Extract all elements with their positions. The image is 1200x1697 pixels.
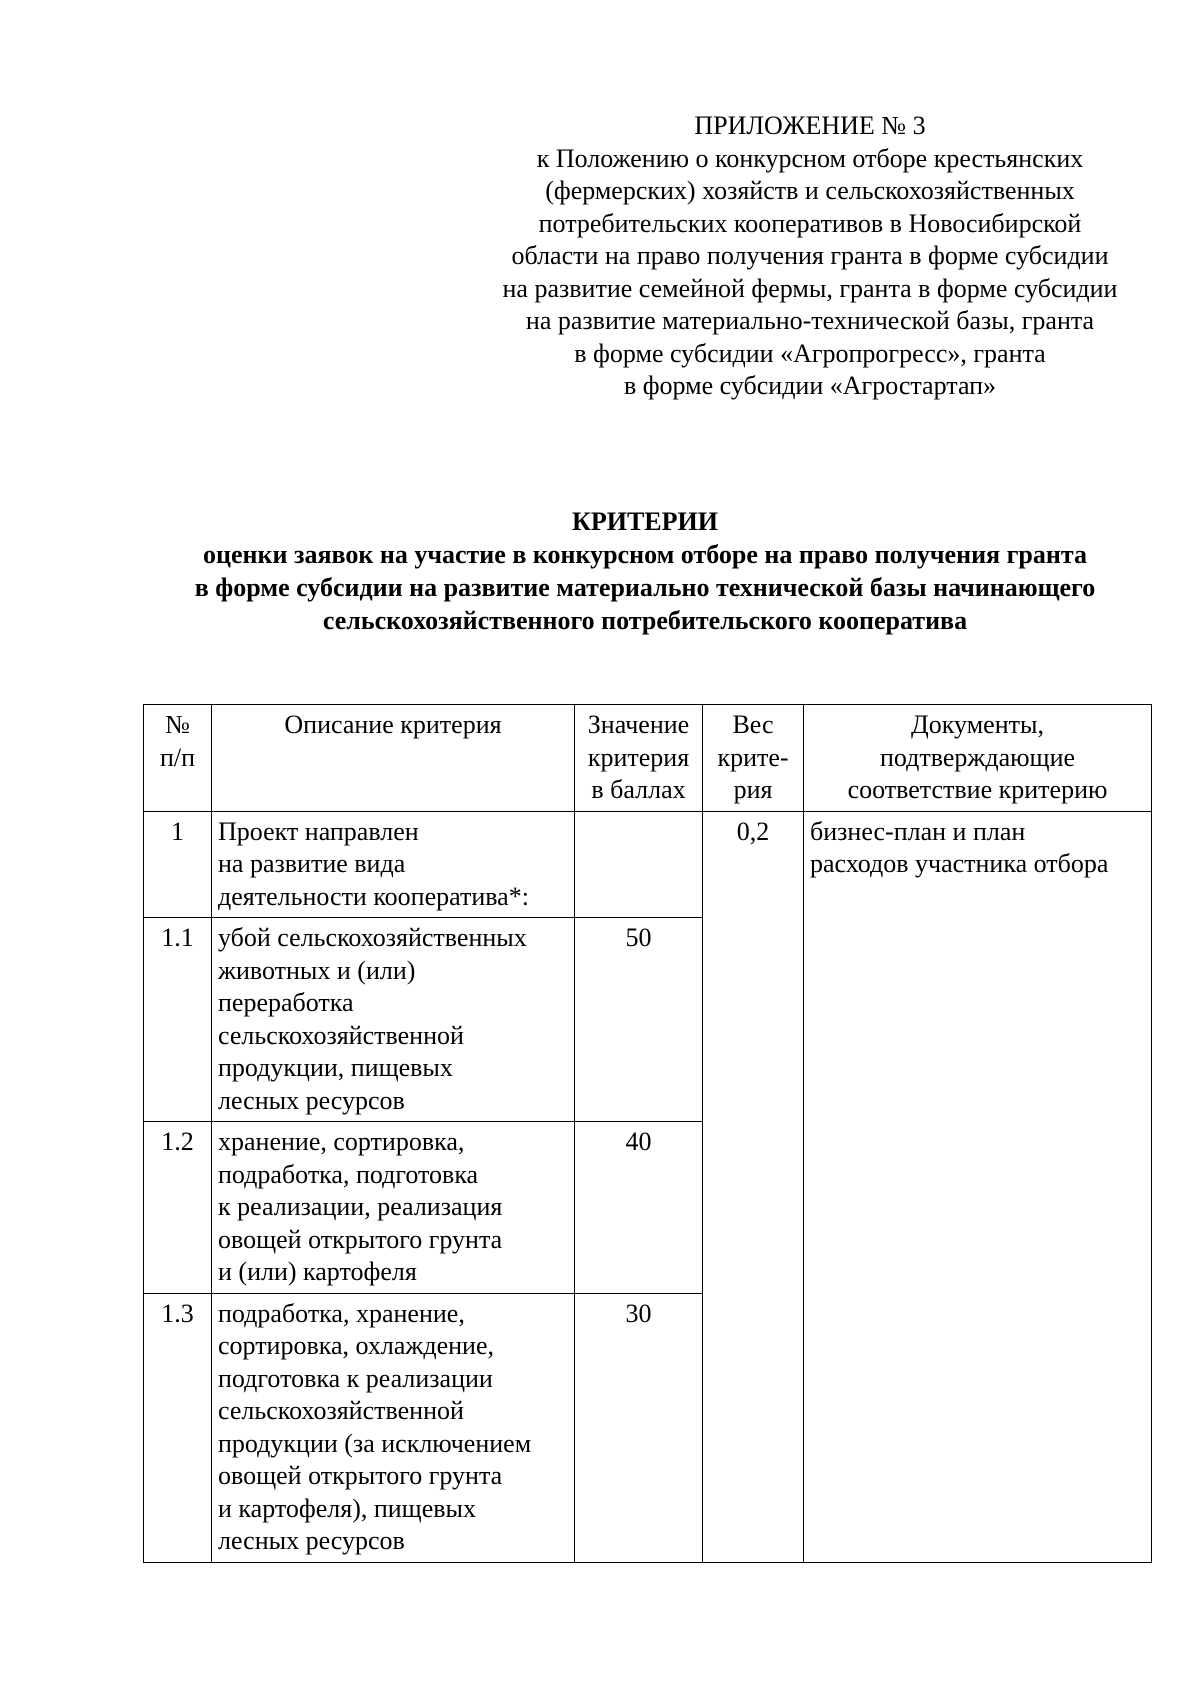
appendix-line: (фермерских) хозяйств и сельскохозяйственных [545,176,1075,205]
document-heading [100,505,1190,637]
header-value: Значение критерия в баллах [575,705,703,812]
row-documents: бизнес-план и план расходов участника отбора [804,811,1152,1562]
row-number: 1.1 [144,918,212,1122]
table-row [144,811,1152,918]
appendix-line: в форме субсидии «Агропрогресс», гранта [574,338,1046,368]
heading-title: КРИТЕРИИ [572,507,718,536]
appendix-line: на развитие семейной фермы, гранта в форме субсидии [502,273,1118,303]
row-description: хранение, сортировка, подработка, подготовка к реализации, реализация овощей открытого грунта и (или) картофеля [212,1122,575,1294]
appendix-line: потребительских кооперативов в Новосибирской [538,208,1082,238]
appendix-line: к Положению о конкурсном отборе крестьянских [536,143,1084,173]
heading-line: сельскохозяйственного потребительского кооператива [322,606,968,635]
heading-line: в форме субсидии на развитие материально технической базы начинающего [194,573,1096,602]
appendix-line: в форме субсидии «Агростартап» [623,371,997,400]
row-description: убой сельскохозяйственных животных и (или) переработка сельскохозяйственной продукции, пищевых лесных ресурсов [212,918,575,1122]
row-number: 1.3 [144,1293,212,1562]
header-num: № п/п [144,705,212,812]
table-header-row [144,705,1152,812]
row-value: 50 [575,918,703,1122]
row-description: подработка, хранение, сортировка, охлаждение, подготовка к реализации сельскохозяйственной продукции (за исключением овощей открытого грунта и картофеля), пищевых лесных ресурсов [212,1293,575,1562]
row-value: 40 [575,1122,703,1294]
row-value: 30 [575,1293,703,1562]
appendix-block [460,110,1160,403]
header-weight: Вес крите- рия [703,705,804,812]
heading-line: оценки заявок на участие в конкурсном отборе на право получения гранта [203,540,1087,569]
appendix-title: ПРИЛОЖЕНИЕ № 3 [694,111,926,140]
criteria-table [143,704,1152,1563]
appendix-line: на развитие материально-технической базы, гранта [525,306,1095,335]
row-number: 1 [144,811,212,918]
row-description: Проект направлен на развитие вида деятельности кооператива*: [212,811,575,918]
row-value [575,811,703,918]
header-documents: Документы, подтверждающие соответствие критерию [804,705,1152,812]
row-weight: 0,2 [703,811,804,1562]
header-description: Описание критерия [212,705,575,812]
row-number: 1.2 [144,1122,212,1294]
appendix-line: области на право получения гранта в форме субсидии [511,241,1109,270]
